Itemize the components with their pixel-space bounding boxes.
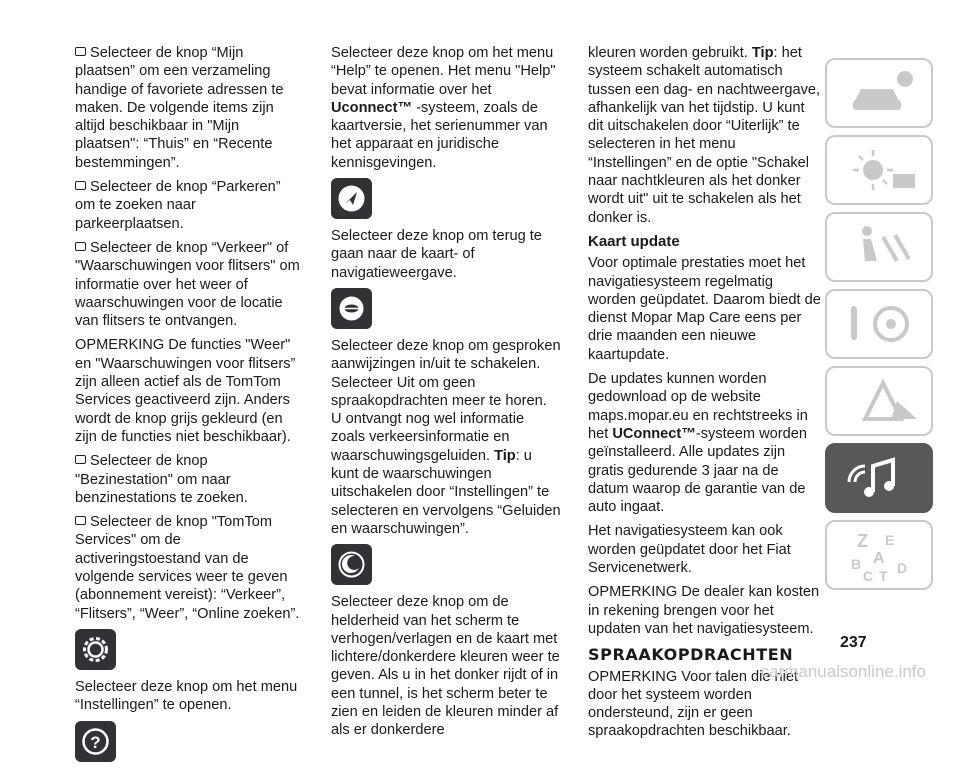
paragraph-tomtom-services: Selecteer de knop "TomTom Services" om de activeringstoestand van de volgende services weer te geven (abonnement vereist): “Verkeer”, “Flitsers”, “Weer”, “Online zoeken”. <box>75 513 303 623</box>
text: -systeem worden geïnstalleerd. Alle updates zijn gratis gedurende 3 jaar na de datum waarop de garantie van de auto ingaat. <box>588 425 807 516</box>
svg-text:D: D <box>897 560 908 576</box>
paragraph-download <box>588 370 822 516</box>
text: kleuren worden gebruikt. <box>588 45 752 61</box>
steering-key-icon <box>835 294 925 354</box>
column-3 <box>588 44 822 747</box>
help-icon <box>75 721 116 762</box>
text: : u kunt de waarschuwingen uitschakelen door “Instellingen” te selecteren en vervolgens “Geluiden en waarschuwingen”. <box>331 447 561 537</box>
paragraph-map-care: Voor optimale prestaties moet het navigatiesysteem regelmatig worden geüpdatet. Daarom biedt de dienst Mopar Map Care eens per drie maanden een nieuwe kaartupdate. <box>588 255 821 363</box>
settings-gear-icon <box>75 629 116 670</box>
warning-road-icon <box>835 371 925 431</box>
note-tomtom: OPMERKING De functies "Weer" en "Waarschuwingen voor flitsers” zijn alleen actief als de TomTom Services geactiveerd zijn. Anders wordt de knop grijs gekleurd (en zijn de functies niet beschikbaar). <box>75 337 296 445</box>
heading-voice-commands: SPRAAKOPDRACHTEN <box>588 645 794 665</box>
navigation-arrow-icon <box>331 178 372 219</box>
tab-driving[interactable] <box>825 289 933 359</box>
tab-dashboard[interactable] <box>825 58 933 128</box>
svg-text:C: C <box>863 568 874 584</box>
tip-label: Tip <box>494 447 516 464</box>
index-letters-icon <box>835 525 925 585</box>
text: : het systeem schakelt automatisch tussen een dag- en nachtweergave, afhankelijk van het tijdstip. U kunt dit uitschakelen door “Uiterlijk” te selecteren in het menu “Instellingen” en de optie "Schakel naar nachtkleuren als het donker wordt uit" uit te schakelen als het donker is. <box>588 45 821 226</box>
lights-sun-icon <box>835 140 925 200</box>
paragraph-service-network: Het navigatiesysteem kan ook worden geüpdatet door het Fiat Servicenetwerk. <box>588 523 791 577</box>
brand-uconnect: UConnect™ <box>612 425 696 442</box>
paragraph-settings: Selecteer deze knop om het menu “Instellingen” te openen. <box>75 678 298 714</box>
svg-text:E: E <box>885 532 895 548</box>
paragraph-back-to-map: Selecteer deze knop om terug te gaan naar de kaart- of navigatieweergave. <box>331 228 542 281</box>
tab-lights[interactable] <box>825 135 933 205</box>
paragraph-help <box>331 44 561 172</box>
note-languages: OPMERKING Voor talen die niet door het systeem worden ondersteund, zijn er geen spraakopdrachten beschikbaar. <box>588 668 799 740</box>
column-1 <box>75 44 303 770</box>
multimedia-music-icon <box>835 448 925 508</box>
text: De updates kunnen worden gedownload op de website maps.mopar.eu en rechtstreeks in het <box>588 371 808 442</box>
voice-mute-icon <box>331 288 372 329</box>
paragraph-night-colors <box>588 44 822 227</box>
tab-multimedia[interactable] <box>825 443 933 513</box>
text: Selecteer deze knop om gesproken aanwijzingen in/uit te schakelen. Selecteer Uit om geen spraakopdrachten meer te horen. U ontvangt nog wel informatie zoals verkeersinformatie en waarschuwingsgeluiden. <box>331 337 561 464</box>
paragraph-parking: Selecteer de knop “Parkeren” om te zoeken naar parkeerplaatsen. <box>75 178 303 233</box>
page-number: 237 <box>840 634 867 651</box>
note-dealer-costs: OPMERKING De dealer kan kosten in rekening brengen voor het updaten van het navigatiesysteem. <box>588 584 820 637</box>
tab-safety[interactable] <box>825 212 933 282</box>
brand-uconnect: Uconnect™ <box>331 99 413 116</box>
car-dashboard-icon <box>835 63 925 123</box>
svg-text:Z: Z <box>857 531 868 551</box>
svg-text:T: T <box>879 568 888 584</box>
tip-label: Tip <box>751 45 774 61</box>
svg-text:B: B <box>851 556 862 572</box>
tab-emergency[interactable] <box>825 366 933 436</box>
column-2 <box>331 44 561 746</box>
night-mode-moon-icon <box>331 544 372 585</box>
paragraph-traffic: Selecteer de knop “Verkeer" of "Waarschuwingen voor flitsers" om informatie over het weer of waarschuwingen voor de locatie van flitsers te ontvangen. <box>75 239 303 330</box>
chapter-tabs <box>825 58 935 597</box>
watermark: carmanualsonline.info <box>760 662 926 681</box>
svg-text:?: ? <box>90 732 101 752</box>
paragraph-brightness: Selecteer deze knop om de helderheid van het scherm te verhogen/verlagen en de kaart met lichtere/donkerdere kleuren weer te geven. Als u in het donker rijdt of in een tunnel, is het scherm beter te zien en leiden de kleuren minder af als er donkerdere <box>331 594 560 739</box>
paragraph-fuel: Selecteer de knop "Bezinestation" om naar benzinestations te zoeken. <box>75 452 303 507</box>
paragraph-my-places: Selecteer de knop “Mijn plaatsen” om een verzameling handige of favoriete adressen te maken. De volgende items zijn altijd beschikbaar in "Mijn plaatsen": “Thuis” en “Recente bestemmingen”. <box>75 44 303 172</box>
heading-map-update: Kaart update <box>588 232 680 250</box>
text: -systeem, zoals de kaartversie, het serienummer van het apparaat en juridische kennisgevingen. <box>331 99 548 171</box>
tab-index[interactable] <box>825 520 933 590</box>
seat-airbag-icon <box>835 217 925 277</box>
svg-text:A: A <box>873 550 885 567</box>
paragraph-voice-guidance <box>331 337 561 538</box>
text: Selecteer deze knop om het menu “Help” te openen. Het menu "Help" bevat informatie over het <box>331 45 556 98</box>
